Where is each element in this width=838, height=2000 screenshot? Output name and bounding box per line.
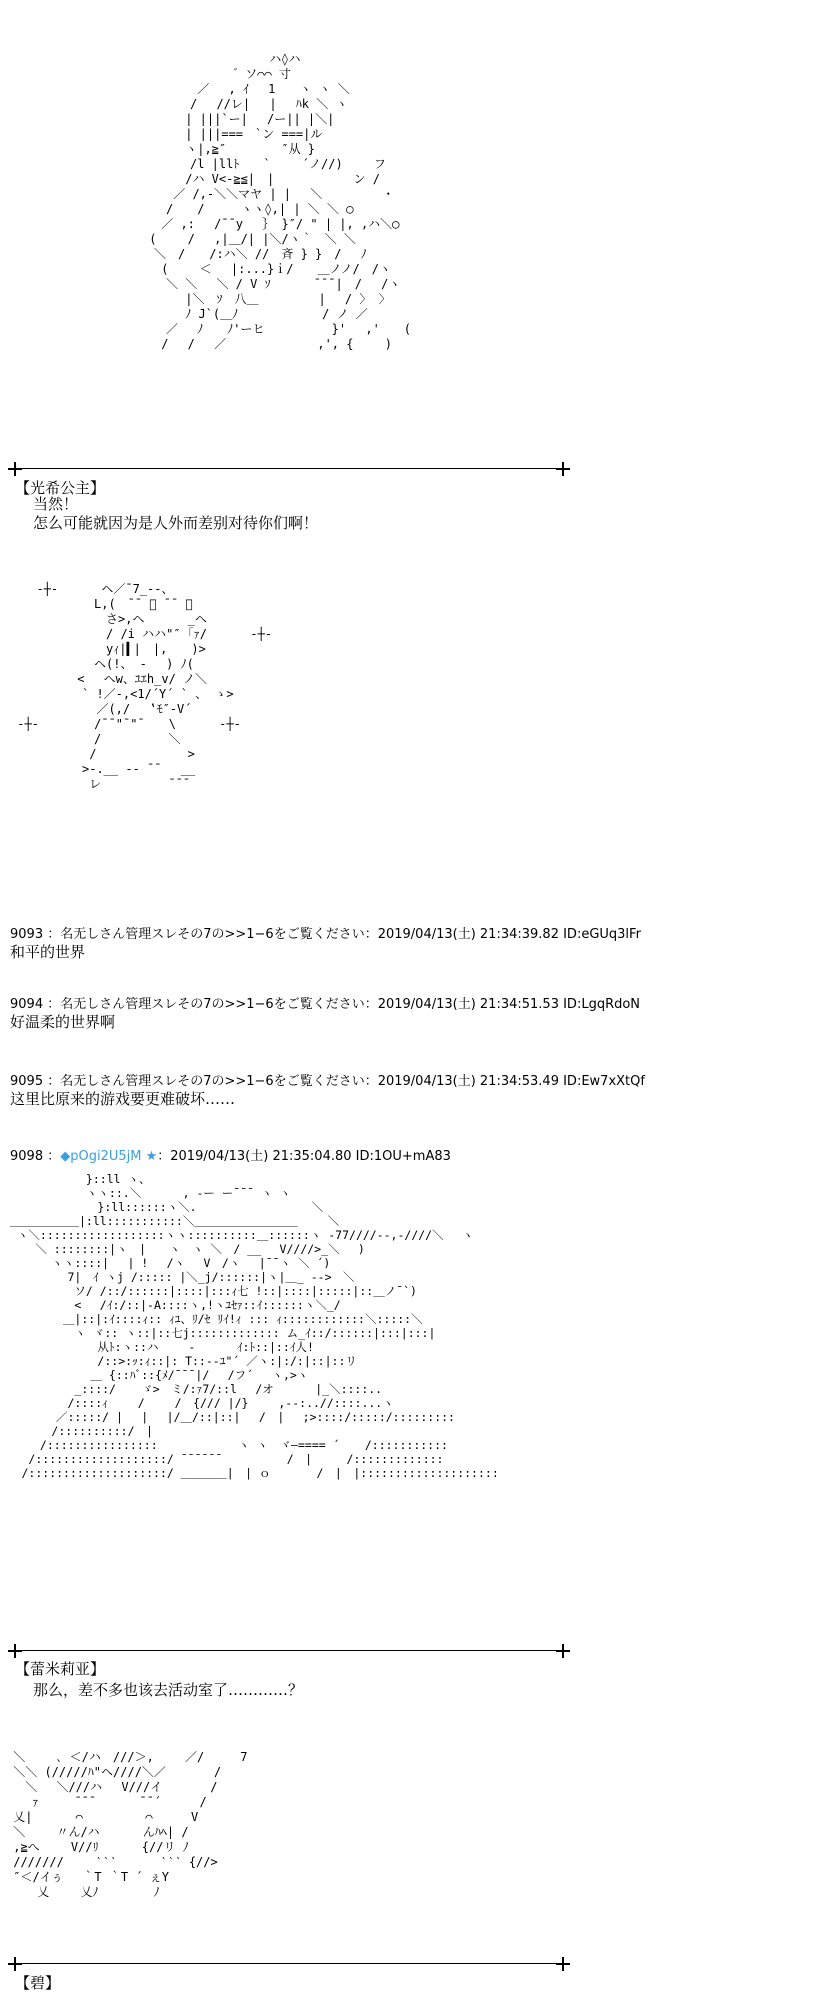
speaker-name: 【碧】 — [15, 1974, 61, 1992]
post-body: 和平的世界 — [10, 943, 86, 961]
post-body: 这里比原来的游戏要更难破坏…… — [10, 1090, 236, 1108]
divider-cross-left — [8, 462, 22, 476]
ascii-art-girl-sparkles: -┼- ヘ／¯7_--、 L,( ¯¯ ゙ ¯¯ 、 さ>,ヘ _ヘ / /i ハハ"″ ｢ｧ/ -┼- yｨ|▍| |, )> ヘ(!、 - ) ﾉ( < ヘw、ﾕｴh_v/ ノ＼ ` !／-,<1/´Y´ ` 、 ゝ> ／(,/ ‛ﾓ″-V´ -┼- /¯¯"¯"¯ \ -┼- / ＼ / > >-.__ -- ¯¯ __ レ ¯¯¯ — [17, 582, 272, 791]
ascii-art-remilia: }::ll ヽ、 ヽヽ::.＼ , -ー ー¯¯¯ ヽ ヽ }:ll::::::ヽ＼. ＼ ＿＿＿＿＿＿|:ll:::::::::::＼＿＿＿＿＿＿＿＿＿ ＼ ヽ＼::::::::::::::::::ヽヽ::::::::::＿::::::ヽ -77////--,-////＼ ヽ ＼ ::::::::|ヽ | ヽ ヽ ＼ / __ V////>_＼ ) ヽヽ::::| | ! /ヽ V /ヽ |¯¯ヽ ＼ ´) 7| ｲ ヽj /::::: |＼_j/::::::|ヽ|＿_ --> ＼ ソ/ /::/::::::|::::|:::ｨ七 !::|::::|:::::|::＿ノ¯`) < /ｲ:/::|-A::::ヽ,!ヽﾕｾｧ::ｲ::::::ヽ＼_/ ＿|::|:ｲ::::ｨ:: ｨﾕ、ﾘ/ｾ ﾘｲ!ｨ ::: ｨ::::::::::::＼:::::＼ ヽ ヾ:: ヽ::|::七j::::::::::::: ム_ｲ::/::::::|:::|:::| 从ﾄ:ヽ::ハ - ｲ:ﾄ::|::ｲ人! /::>:ｯ:ｨ::|: T::--ﾕ"´ ／ヽ:|:/:|::|::リ ＿ {::ﾊﾞ::{ﾒ/¯¯¯|/ /フ´ ヽ,>ヽ _::::/ ゞ> ミ/:ｧ7/::l /オ |_＼::::.. /::::ｨ / / {/// |/} ,--:..//::::...ヽ ／:::::/ | | |/＿/::|::| / | ;>::::/:::::/::::::::: /::::::::::/ | /:::::::::::::::: ヽ ヽ ヾ―==== ´ /::::::::::: /:::::::::::::::::::/ ¯¯¯¯¯¯ / | /::::::::::::: /::::::::::::::::::::/ ＿＿＿＿| | ｏ / | |:::::::::::::::::::: — [10, 1172, 499, 1480]
post-body: 好温柔的世界啊 — [10, 1013, 116, 1031]
divider-cross-right — [556, 1957, 570, 1971]
dialogue-line: 当然！ — [33, 495, 79, 513]
post-header: 9094 ：名无しさん管理スレその7の>>1−6をご覧ください：2019/04/13(土) 21:34:51.53 ID:LgqRdoN — [10, 997, 641, 1012]
divider-cross-right — [556, 462, 570, 476]
poster-trip-link[interactable]: ◆pOgi2U5jM ★ — [60, 1149, 158, 1164]
divider-rule — [14, 1650, 570, 1651]
post-header: 9095 ：名无しさん管理スレその7の>>1−6をご覧ください：2019/04/13(土) 21:34:53.49 ID:Ew7xXtQf — [10, 1074, 645, 1089]
post-number: 9098 ： — [10, 1149, 61, 1164]
post-header-9098 — [10, 1145, 451, 1164]
divider-rule — [14, 468, 570, 469]
dialogue-line: 怎么可能就因为是人外而差别对待你们啊！ — [33, 514, 319, 532]
ascii-art-princess: ハ◊ハ ゛ソ⌒⌒ 寸 ／ , ｲ 1 ヽ ヽ ＼ / //レ| | ﾊk ＼ ヽ | |||`ー| /ー|| |＼| | |||=== `ン ===|ル ヽ|,≧″ ″从 } /l |llﾄ ` ´ノ//) フ /ハ V<-≧≦| | ン / ／ /,-＼＼マヤ | | ＼ ・ / / ヽヽ◊,| | ＼ ＼ ◯ ／ ,: /¯¯y ｝ }″/ " | |, ,ハ＼◯ ( / ,|＿/| |＼/ヽ｀ ＼ ＼ ＼ / /:ハ＼ // 斉 } } / ﾉ ( ＜ |:...}ｉ/ ＿ノノ/ /ヽ ＼ ＼ ＼ / V ｿ ¯¯¯| / /ヽ |＼ ｿ 八＿ | / 〉 〉 ﾉ J`(＿ﾉ / ノ ／ ／ ﾉ ﾉ'ーヒ }' ,' ( / / ／ ,', { ) — [149, 52, 412, 351]
post-header: 9093 ：名无しさん管理スレその7の>>1−6をご覧ください：2019/04/13(土) 21:34:39.82 ID:eGUq3lFr — [10, 927, 641, 942]
divider-cross-left — [8, 1957, 22, 1971]
divider-cross-right — [556, 1644, 570, 1658]
speaker-name: 【光希公主】 — [15, 479, 106, 497]
divider-rule — [14, 1963, 570, 1964]
ascii-art-midori: ＼ ､ ＜/ハ ///＞, ／/ 7 ＼＼ (/////ﾊ"ヘ////＼／ / ＼ ＼///ハ V///イ / ｧ ¯¯¯ ¯¯´ / 乂| ⌒ ⌒ V ＼ 〃ん/ハ んﾊﾍ| / ,≧へ V//ﾘ {//リ ﾉ /////// ‵‵‵ ‵‵‵ {//> ″＜/イぅ ｀T ｀T ´ ぇY 乂 乂ﾉ ﾉ — [13, 1750, 248, 1899]
dialogue-line: 那么，差不多也该去活动室了…………？ — [33, 1681, 304, 1699]
divider-cross-left — [8, 1644, 22, 1658]
speaker-name: 【蕾米莉亚】 — [15, 1660, 106, 1678]
post-meta: ：2019/04/13(土) 21:35:04.80 ID:1OU+mA83 — [157, 1149, 451, 1164]
